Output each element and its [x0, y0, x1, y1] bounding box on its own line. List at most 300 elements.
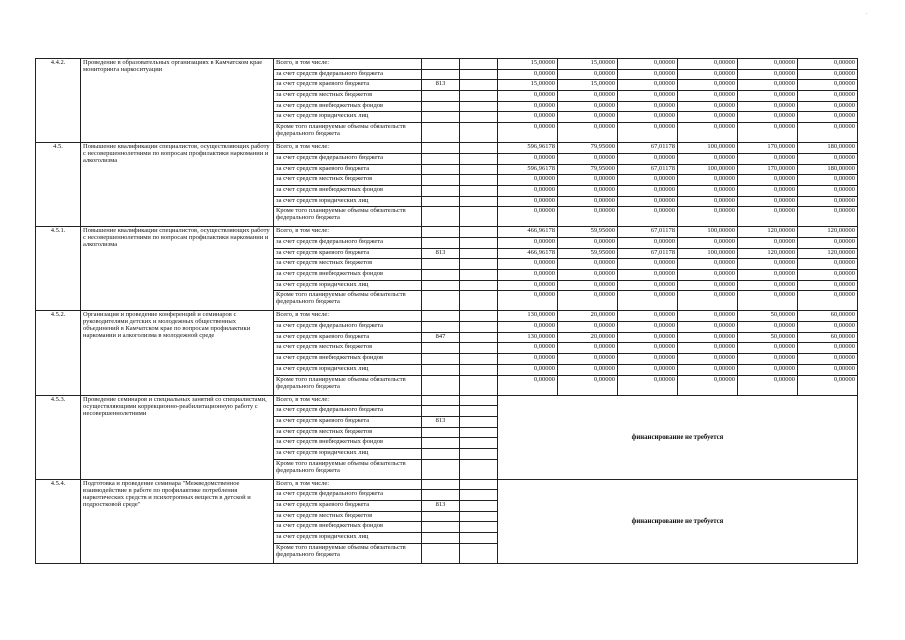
amount-cell: 0,00000	[558, 291, 618, 311]
amount-cell: 466,96178	[498, 227, 558, 238]
amount-cell: 0,00000	[498, 91, 558, 102]
funding-source-label: за счет средств местных бюджетов	[274, 259, 422, 270]
funding-source-label: за счет средств местных бюджетов	[274, 175, 422, 186]
table-row	[36, 227, 858, 238]
budget-code	[422, 459, 460, 479]
empty-cell	[460, 291, 498, 311]
amount-cell: 0,00000	[498, 69, 558, 80]
funding-source-label: Всего, в том числе:	[274, 479, 422, 490]
budget-code	[422, 227, 460, 238]
budget-code	[422, 280, 460, 291]
budget-code	[422, 101, 460, 112]
amount-cell: 0,00000	[678, 207, 738, 227]
empty-cell	[460, 69, 498, 80]
amount-cell: 0,00000	[498, 185, 558, 196]
amount-cell: 0,00000	[678, 112, 738, 123]
empty-cell	[460, 270, 498, 281]
amount-cell: 0,00000	[558, 112, 618, 123]
amount-cell: 596,96178	[498, 164, 558, 175]
amount-cell: 0,00000	[558, 207, 618, 227]
empty-cell	[460, 112, 498, 123]
amount-cell: 0,00000	[618, 185, 678, 196]
amount-cell: 0,00000	[678, 175, 738, 186]
empty-cell	[460, 123, 498, 143]
item-number: 4.5.1.	[36, 227, 81, 311]
item-title: Повышение квалификации специалистов, осуществляющих работу с несовершеннолетними по вопросам профилактики наркомании и алкоголизма	[81, 143, 274, 227]
empty-cell	[460, 479, 498, 490]
amount-cell: 0,00000	[738, 322, 798, 333]
amount-cell: 0,00000	[798, 291, 858, 311]
funding-source-label: за счет средств краевого бюджета	[274, 248, 422, 259]
amount-cell: 180,00000	[798, 164, 858, 175]
budget-code	[422, 291, 460, 311]
amount-cell: 0,00000	[498, 196, 558, 207]
amount-cell: 0,00000	[678, 332, 738, 343]
item-title: Подготовка и проведение семинара "Межведомственное взаимодействие в работе по профилактике потребления наркотических средств и психотропных веществ в детской и подростковой среде"	[81, 479, 274, 563]
funding-source-label: за счет средств юридических лиц	[274, 112, 422, 123]
funding-source-label: за счет средств внебюджетных фондов	[274, 270, 422, 281]
empty-cell	[460, 343, 498, 354]
table-row	[36, 395, 858, 406]
amount-cell: 0,00000	[738, 101, 798, 112]
amount-cell: 0,00000	[498, 112, 558, 123]
no-funding-note: финансирование не требуется	[498, 479, 858, 563]
amount-cell: 0,00000	[678, 280, 738, 291]
amount-cell: 0,00000	[738, 91, 798, 102]
funding-source-label: за счет средств федерального бюджета	[274, 406, 422, 417]
funding-source-label: за счет средств краевого бюджета	[274, 164, 422, 175]
amount-cell: 15,00000	[558, 80, 618, 91]
amount-cell: 0,00000	[678, 101, 738, 112]
empty-cell	[460, 416, 498, 427]
empty-cell	[460, 175, 498, 186]
amount-cell: 0,00000	[498, 354, 558, 365]
funding-source-label: Всего, в том числе:	[274, 59, 422, 70]
amount-cell: 0,00000	[738, 196, 798, 207]
amount-cell: 0,00000	[678, 375, 738, 395]
funding-source-label: за счет средств местных бюджетов	[274, 91, 422, 102]
empty-cell	[460, 101, 498, 112]
amount-cell: 100,00000	[678, 248, 738, 259]
amount-cell: 0,00000	[738, 354, 798, 365]
empty-cell	[460, 501, 498, 512]
amount-cell: 0,00000	[798, 59, 858, 70]
amount-cell: 130,00000	[498, 332, 558, 343]
amount-cell: 67,01178	[618, 248, 678, 259]
amount-cell: 0,00000	[498, 322, 558, 333]
empty-cell	[460, 354, 498, 365]
no-funding-note: финансирование не требуется	[498, 395, 858, 479]
empty-cell	[460, 207, 498, 227]
amount-cell: 0,00000	[738, 59, 798, 70]
funding-source-label: Кроме того планируемые объемы обязательств федерального бюджета	[274, 543, 422, 563]
funding-source-label: Кроме того планируемые объемы обязательств федерального бюджета	[274, 375, 422, 395]
amount-cell: 0,00000	[618, 311, 678, 322]
amount-cell: 50,00000	[738, 332, 798, 343]
amount-cell: 60,00000	[798, 332, 858, 343]
amount-cell: 0,00000	[558, 354, 618, 365]
amount-cell: 0,00000	[618, 207, 678, 227]
amount-cell: 59,95000	[558, 227, 618, 238]
funding-source-label: Всего, в том числе:	[274, 227, 422, 238]
funding-source-label: за счет средств краевого бюджета	[274, 332, 422, 343]
amount-cell: 0,00000	[798, 207, 858, 227]
amount-cell: 0,00000	[738, 153, 798, 164]
funding-source-label: Кроме того планируемые объемы обязательств федерального бюджета	[274, 123, 422, 143]
amount-cell: 0,00000	[558, 69, 618, 80]
amount-cell: 59,95000	[558, 248, 618, 259]
amount-cell: 0,00000	[798, 153, 858, 164]
amount-cell: 0,00000	[738, 112, 798, 123]
empty-cell	[460, 543, 498, 563]
amount-cell: 120,00000	[738, 227, 798, 238]
amount-cell: 0,00000	[618, 91, 678, 102]
amount-cell: 0,00000	[618, 343, 678, 354]
amount-cell: 0,00000	[678, 69, 738, 80]
amount-cell: 0,00000	[558, 153, 618, 164]
amount-cell: 0,00000	[798, 175, 858, 186]
empty-cell	[460, 153, 498, 164]
amount-cell: 0,00000	[678, 343, 738, 354]
empty-cell	[460, 59, 498, 70]
amount-cell: 0,00000	[558, 91, 618, 102]
amount-cell: 0,00000	[738, 343, 798, 354]
empty-cell	[460, 164, 498, 175]
amount-cell: 67,01178	[618, 143, 678, 154]
amount-cell: 50,00000	[738, 311, 798, 322]
amount-cell: 0,00000	[738, 364, 798, 375]
amount-cell: 60,00000	[798, 311, 858, 322]
funding-source-label: за счет средств внебюджетных фондов	[274, 438, 422, 449]
amount-cell: 0,00000	[798, 123, 858, 143]
amount-cell: 0,00000	[618, 59, 678, 70]
amount-cell: 0,00000	[738, 291, 798, 311]
empty-cell	[460, 511, 498, 522]
amount-cell: 0,00000	[558, 123, 618, 143]
amount-cell: 0,00000	[558, 280, 618, 291]
budget-code	[422, 164, 460, 175]
funding-source-label: за счет средств внебюджетных фондов	[274, 101, 422, 112]
funding-source-label: за счет средств краевого бюджета	[274, 416, 422, 427]
amount-cell: 0,00000	[618, 364, 678, 375]
budget-code	[422, 533, 460, 544]
amount-cell: 0,00000	[678, 80, 738, 91]
amount-cell: 0,00000	[678, 196, 738, 207]
table-row	[36, 59, 858, 70]
amount-cell: 0,00000	[678, 311, 738, 322]
funding-source-label: за счет средств внебюджетных фондов	[274, 522, 422, 533]
amount-cell: 0,00000	[678, 237, 738, 248]
amount-cell: 0,00000	[678, 259, 738, 270]
amount-cell: 0,00000	[738, 80, 798, 91]
amount-cell: 0,00000	[618, 123, 678, 143]
amount-cell: 596,96178	[498, 143, 558, 154]
amount-cell: 0,00000	[738, 207, 798, 227]
amount-cell: 0,00000	[678, 91, 738, 102]
item-title: Повышение квалификации специалистов, осуществляющих работу с несовершеннолетними по вопросам профилактики наркомании и алкоголизма	[81, 227, 274, 311]
funding-source-label: за счет средств юридических лиц	[274, 448, 422, 459]
funding-source-label: за счет средств федерального бюджета	[274, 153, 422, 164]
item-title: Проведение в образовательных организациях в Камчатском крае мониторинга наркоситуации	[81, 59, 274, 143]
budget-code: 813	[422, 416, 460, 427]
amount-cell: 0,00000	[498, 101, 558, 112]
empty-cell	[460, 395, 498, 406]
budget-code	[422, 322, 460, 333]
empty-cell	[460, 91, 498, 102]
empty-cell	[460, 490, 498, 501]
amount-cell: 0,00000	[558, 270, 618, 281]
empty-cell	[460, 448, 498, 459]
budget-code	[422, 259, 460, 270]
funding-source-label: Кроме того планируемые объемы обязательств федерального бюджета	[274, 459, 422, 479]
amount-cell: 15,00000	[558, 59, 618, 70]
amount-cell: 0,00000	[498, 364, 558, 375]
amount-cell: 0,00000	[558, 259, 618, 270]
amount-cell: 0,00000	[798, 259, 858, 270]
amount-cell: 0,00000	[618, 259, 678, 270]
amount-cell: 0,00000	[498, 280, 558, 291]
budget-code	[422, 185, 460, 196]
funding-source-label: за счет средств федерального бюджета	[274, 237, 422, 248]
amount-cell: 15,00000	[498, 80, 558, 91]
funding-table	[35, 58, 858, 564]
budget-code	[422, 448, 460, 459]
amount-cell: 0,00000	[678, 59, 738, 70]
empty-cell	[460, 143, 498, 154]
budget-code	[422, 543, 460, 563]
budget-code	[422, 479, 460, 490]
empty-cell	[460, 459, 498, 479]
budget-code	[422, 438, 460, 449]
budget-code	[422, 196, 460, 207]
budget-code	[422, 59, 460, 70]
amount-cell: 0,00000	[678, 364, 738, 375]
amount-cell: 0,00000	[618, 270, 678, 281]
amount-cell: 15,00000	[498, 59, 558, 70]
amount-cell: 100,00000	[678, 164, 738, 175]
funding-source-label: Всего, в том числе:	[274, 395, 422, 406]
amount-cell: 120,00000	[798, 227, 858, 238]
empty-cell	[460, 322, 498, 333]
budget-code	[422, 207, 460, 227]
empty-cell	[460, 311, 498, 322]
budget-code	[422, 153, 460, 164]
empty-cell	[460, 227, 498, 238]
amount-cell: 0,00000	[798, 69, 858, 80]
amount-cell: 120,00000	[738, 248, 798, 259]
amount-cell: 0,00000	[798, 185, 858, 196]
amount-cell: 0,00000	[678, 185, 738, 196]
corner-mark: .	[865, 10, 867, 16]
item-number: 4.5.	[36, 143, 81, 227]
empty-cell	[460, 375, 498, 395]
budget-code	[422, 112, 460, 123]
budget-code	[422, 237, 460, 248]
funding-source-label: за счет средств юридических лиц	[274, 364, 422, 375]
amount-cell: 67,01178	[618, 164, 678, 175]
budget-code	[422, 522, 460, 533]
empty-cell	[460, 522, 498, 533]
amount-cell: 0,00000	[738, 375, 798, 395]
empty-cell	[460, 80, 498, 91]
amount-cell: 0,00000	[618, 153, 678, 164]
amount-cell: 0,00000	[558, 364, 618, 375]
amount-cell: 79,95000	[558, 143, 618, 154]
item-title: Организация и проведение конференций и семинаров с руководителями детских и молодежных общественных объединений в Камчатском крае по вопросам профилактики наркомании и алкоголизма в молодежной среде	[81, 311, 274, 395]
item-number: 4.5.3.	[36, 395, 81, 479]
amount-cell: 0,00000	[498, 375, 558, 395]
amount-cell: 20,00000	[558, 332, 618, 343]
amount-cell: 0,00000	[558, 322, 618, 333]
funding-source-label: Кроме того планируемые объемы обязательств федерального бюджета	[274, 207, 422, 227]
funding-source-label: за счет средств федерального бюджета	[274, 69, 422, 80]
empty-cell	[460, 364, 498, 375]
funding-source-label: за счет средств местных бюджетов	[274, 427, 422, 438]
funding-source-label: за счет средств юридических лиц	[274, 196, 422, 207]
amount-cell: 0,00000	[678, 291, 738, 311]
empty-cell	[460, 280, 498, 291]
empty-cell	[460, 185, 498, 196]
amount-cell: 0,00000	[678, 153, 738, 164]
amount-cell: 0,00000	[798, 112, 858, 123]
budget-code	[422, 490, 460, 501]
funding-source-label: Всего, в том числе:	[274, 311, 422, 322]
budget-code	[422, 123, 460, 143]
empty-cell	[460, 248, 498, 259]
funding-source-label: за счет средств внебюджетных фондов	[274, 185, 422, 196]
empty-cell	[460, 438, 498, 449]
amount-cell: 0,00000	[738, 237, 798, 248]
budget-code	[422, 364, 460, 375]
amount-cell: 0,00000	[498, 270, 558, 281]
amount-cell: 0,00000	[798, 354, 858, 365]
amount-cell: 0,00000	[678, 270, 738, 281]
empty-cell	[460, 533, 498, 544]
amount-cell: 0,00000	[498, 123, 558, 143]
funding-source-label: за счет средств внебюджетных фондов	[274, 354, 422, 365]
item-number: 4.5.4.	[36, 479, 81, 563]
budget-code	[422, 395, 460, 406]
table-row	[36, 311, 858, 322]
budget-code	[422, 406, 460, 417]
budget-code	[422, 375, 460, 395]
amount-cell: 0,00000	[618, 196, 678, 207]
amount-cell: 0,00000	[618, 80, 678, 91]
item-number: 4.5.2.	[36, 311, 81, 395]
amount-cell: 0,00000	[498, 291, 558, 311]
funding-source-label: за счет средств местных бюджетов	[274, 343, 422, 354]
funding-source-label: за счет средств юридических лиц	[274, 280, 422, 291]
funding-source-label: за счет средств юридических лиц	[274, 533, 422, 544]
amount-cell: 0,00000	[738, 175, 798, 186]
amount-cell: 0,00000	[798, 237, 858, 248]
budget-code	[422, 143, 460, 154]
funding-source-label: Всего, в том числе:	[274, 143, 422, 154]
amount-cell: 0,00000	[618, 69, 678, 80]
amount-cell: 0,00000	[558, 175, 618, 186]
amount-cell: 100,00000	[678, 143, 738, 154]
amount-cell: 0,00000	[618, 322, 678, 333]
amount-cell: 0,00000	[798, 280, 858, 291]
amount-cell: 0,00000	[798, 270, 858, 281]
amount-cell: 0,00000	[498, 259, 558, 270]
table-row	[36, 143, 858, 154]
amount-cell: 0,00000	[498, 175, 558, 186]
budget-code: 813	[422, 248, 460, 259]
amount-cell: 0,00000	[618, 291, 678, 311]
amount-cell: 0,00000	[618, 354, 678, 365]
amount-cell: 0,00000	[498, 237, 558, 248]
amount-cell: 67,01178	[618, 227, 678, 238]
amount-cell: 0,00000	[618, 375, 678, 395]
budget-code	[422, 354, 460, 365]
amount-cell: 0,00000	[798, 91, 858, 102]
amount-cell: 0,00000	[618, 237, 678, 248]
empty-cell	[460, 196, 498, 207]
table-row	[36, 479, 858, 490]
funding-source-label: за счет средств федерального бюджета	[274, 490, 422, 501]
budget-code	[422, 175, 460, 186]
amount-cell: 0,00000	[798, 80, 858, 91]
empty-cell	[460, 332, 498, 343]
amount-cell: 0,00000	[798, 196, 858, 207]
amount-cell: 0,00000	[558, 343, 618, 354]
amount-cell: 0,00000	[678, 354, 738, 365]
amount-cell: 0,00000	[618, 280, 678, 291]
amount-cell: 0,00000	[738, 69, 798, 80]
funding-source-label: за счет средств федерального бюджета	[274, 322, 422, 333]
amount-cell: 0,00000	[558, 237, 618, 248]
amount-cell: 0,00000	[738, 259, 798, 270]
amount-cell: 466,96178	[498, 248, 558, 259]
budget-code	[422, 343, 460, 354]
amount-cell: 0,00000	[798, 101, 858, 112]
amount-cell: 0,00000	[498, 207, 558, 227]
amount-cell: 0,00000	[738, 185, 798, 196]
amount-cell: 0,00000	[558, 196, 618, 207]
budget-code	[422, 69, 460, 80]
amount-cell: 0,00000	[738, 123, 798, 143]
funding-source-label: за счет средств местных бюджетов	[274, 511, 422, 522]
amount-cell: 100,00000	[678, 227, 738, 238]
amount-cell: 130,00000	[498, 311, 558, 322]
amount-cell: 0,00000	[558, 101, 618, 112]
budget-code: 813	[422, 80, 460, 91]
empty-cell	[460, 259, 498, 270]
amount-cell: 0,00000	[618, 332, 678, 343]
amount-cell: 0,00000	[738, 280, 798, 291]
item-title: Проведение семинаров и специальных занятий со специалистами, осуществляющими коррекционно-реабилитационную работу с несовершеннолетними	[81, 395, 274, 479]
amount-cell: 0,00000	[618, 112, 678, 123]
empty-cell	[460, 237, 498, 248]
amount-cell: 0,00000	[558, 375, 618, 395]
amount-cell: 0,00000	[798, 343, 858, 354]
budget-code: 847	[422, 332, 460, 343]
funding-source-label: за счет средств краевого бюджета	[274, 80, 422, 91]
amount-cell: 0,00000	[678, 322, 738, 333]
funding-source-label: Кроме того планируемые объемы обязательств федерального бюджета	[274, 291, 422, 311]
funding-source-label: за счет средств краевого бюджета	[274, 501, 422, 512]
budget-code	[422, 91, 460, 102]
empty-cell	[460, 406, 498, 417]
amount-cell: 0,00000	[558, 185, 618, 196]
amount-cell: 0,00000	[738, 270, 798, 281]
amount-cell: 20,00000	[558, 311, 618, 322]
budget-code	[422, 270, 460, 281]
item-number: 4.4.2.	[36, 59, 81, 143]
budget-code	[422, 427, 460, 438]
empty-cell	[460, 427, 498, 438]
